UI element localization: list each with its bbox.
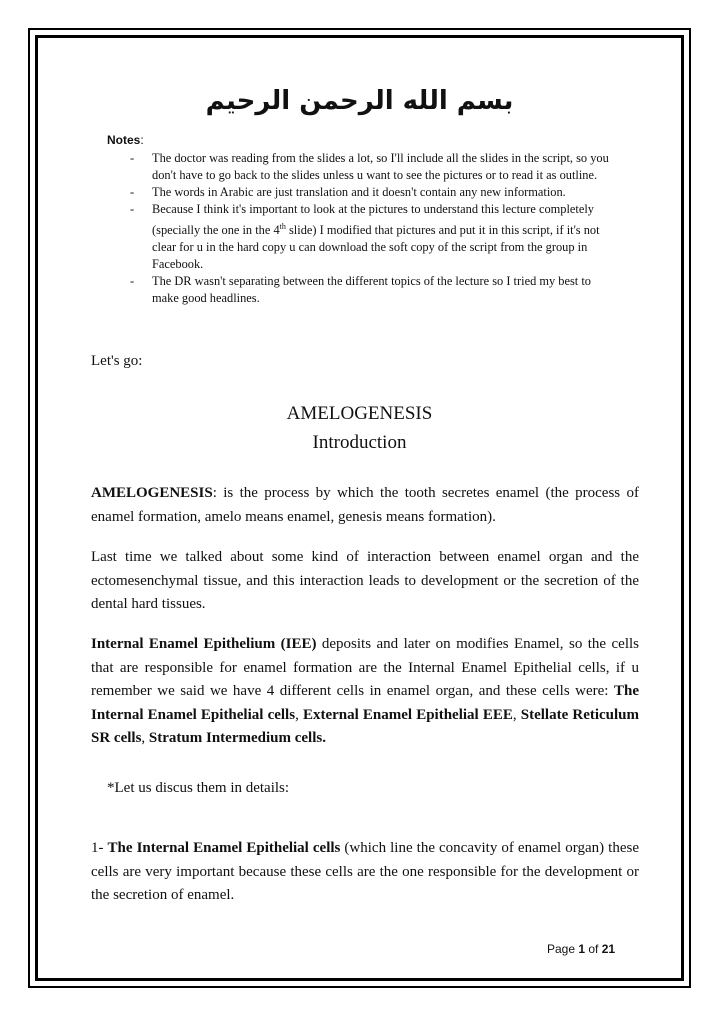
term-iee-cells: The Internal Enamel Epithelial cells	[107, 840, 341, 856]
note-item	[130, 201, 610, 273]
definition-text: : is the process by which the tooth secretes enamel (the process of enamel formation, amelo means enamel, genesis means formation).	[91, 485, 639, 525]
page-total: 21	[601, 942, 616, 956]
paragraph-definition	[91, 482, 639, 529]
iee-text: deposits and later on modifies Enamel, so the cells that are responsible for enamel formation are the Internal Enamel Epithelial cells, if u remember we said we have 4 different cells in enamel organ, and these cells were:	[91, 636, 639, 699]
cell-type-eee: External Enamel Epithelial EEE	[302, 706, 513, 723]
cell-type-sr: Stellate Reticulum SR cells	[91, 706, 640, 746]
page-word: Page	[547, 942, 579, 956]
note-text: The DR wasn't separating between the different topics of the lecture so I tried my best to make good headlines.	[152, 274, 591, 306]
notes-label-text: Notes	[107, 133, 141, 147]
note-bullet: -	[130, 151, 135, 165]
note-text: The words in Arabic are just translation and it doesn't contain any new information.	[152, 185, 566, 199]
note-item	[130, 184, 610, 201]
paragraph-iee	[91, 633, 639, 751]
iee-cells-text: (which line the concavity of enamel organ) these cells are very important because these cells are the one responsible for the development or the secretion of enamel.	[91, 840, 639, 903]
paragraph-details-intro: *Let us discus them in details:	[107, 780, 290, 796]
list-number: 1-	[91, 840, 108, 856]
note-bullet: -	[130, 202, 135, 216]
page-number: 1	[578, 942, 586, 956]
paragraph-iee-cells	[91, 837, 639, 908]
note-text-after: slide) I modified that pictures and put it in this script, if it's not clear for u in the hard copy u can download the soft copy of the script from the group in Facebook.	[152, 223, 600, 272]
notes-list	[130, 150, 610, 307]
notes-label-colon: :	[140, 133, 144, 147]
lets-go-text: Let's go:	[91, 353, 143, 369]
cell-type-iee: The Internal Enamel Epithelial cells	[91, 683, 639, 723]
notes-label	[107, 133, 144, 147]
separator: ,	[141, 730, 149, 746]
note-bullet: -	[130, 274, 135, 289]
note-text-sup: th	[279, 222, 286, 231]
note-text-before: Because I think it's important to look at the pictures to understand this lecture completely (specially the one in the 4	[152, 202, 594, 238]
separator: ,	[512, 706, 521, 723]
cell-type-si: Stratum Intermedium cells.	[148, 730, 326, 746]
paragraph-interaction: Last time we talked about some kind of interaction between enamel organ and the ectomesenchymal tissue, and this interaction leads to development or the secretion of the dental hard tissues.	[91, 549, 639, 612]
section-subtitle: Introduction	[312, 432, 407, 453]
note-item	[130, 273, 610, 307]
note-bullet: -	[130, 185, 135, 199]
note-text: The doctor was reading from the slides a lot, so I'll include all the slides in the script, so you don't have to go back to the slides unless u want to see the pictures or to read it as outline.	[152, 151, 609, 182]
term-amelogenesis: AMELOGENESIS	[91, 485, 213, 501]
note-item	[130, 150, 610, 184]
of-word: of	[585, 942, 602, 956]
term-iee: Internal Enamel Epithelium (IEE)	[91, 636, 317, 652]
separator: ,	[295, 706, 303, 723]
basmala-heading: بسم الله الرحمن الرحيم	[205, 86, 514, 116]
section-title: AMELOGENESIS	[286, 403, 433, 424]
page-footer	[547, 942, 615, 956]
